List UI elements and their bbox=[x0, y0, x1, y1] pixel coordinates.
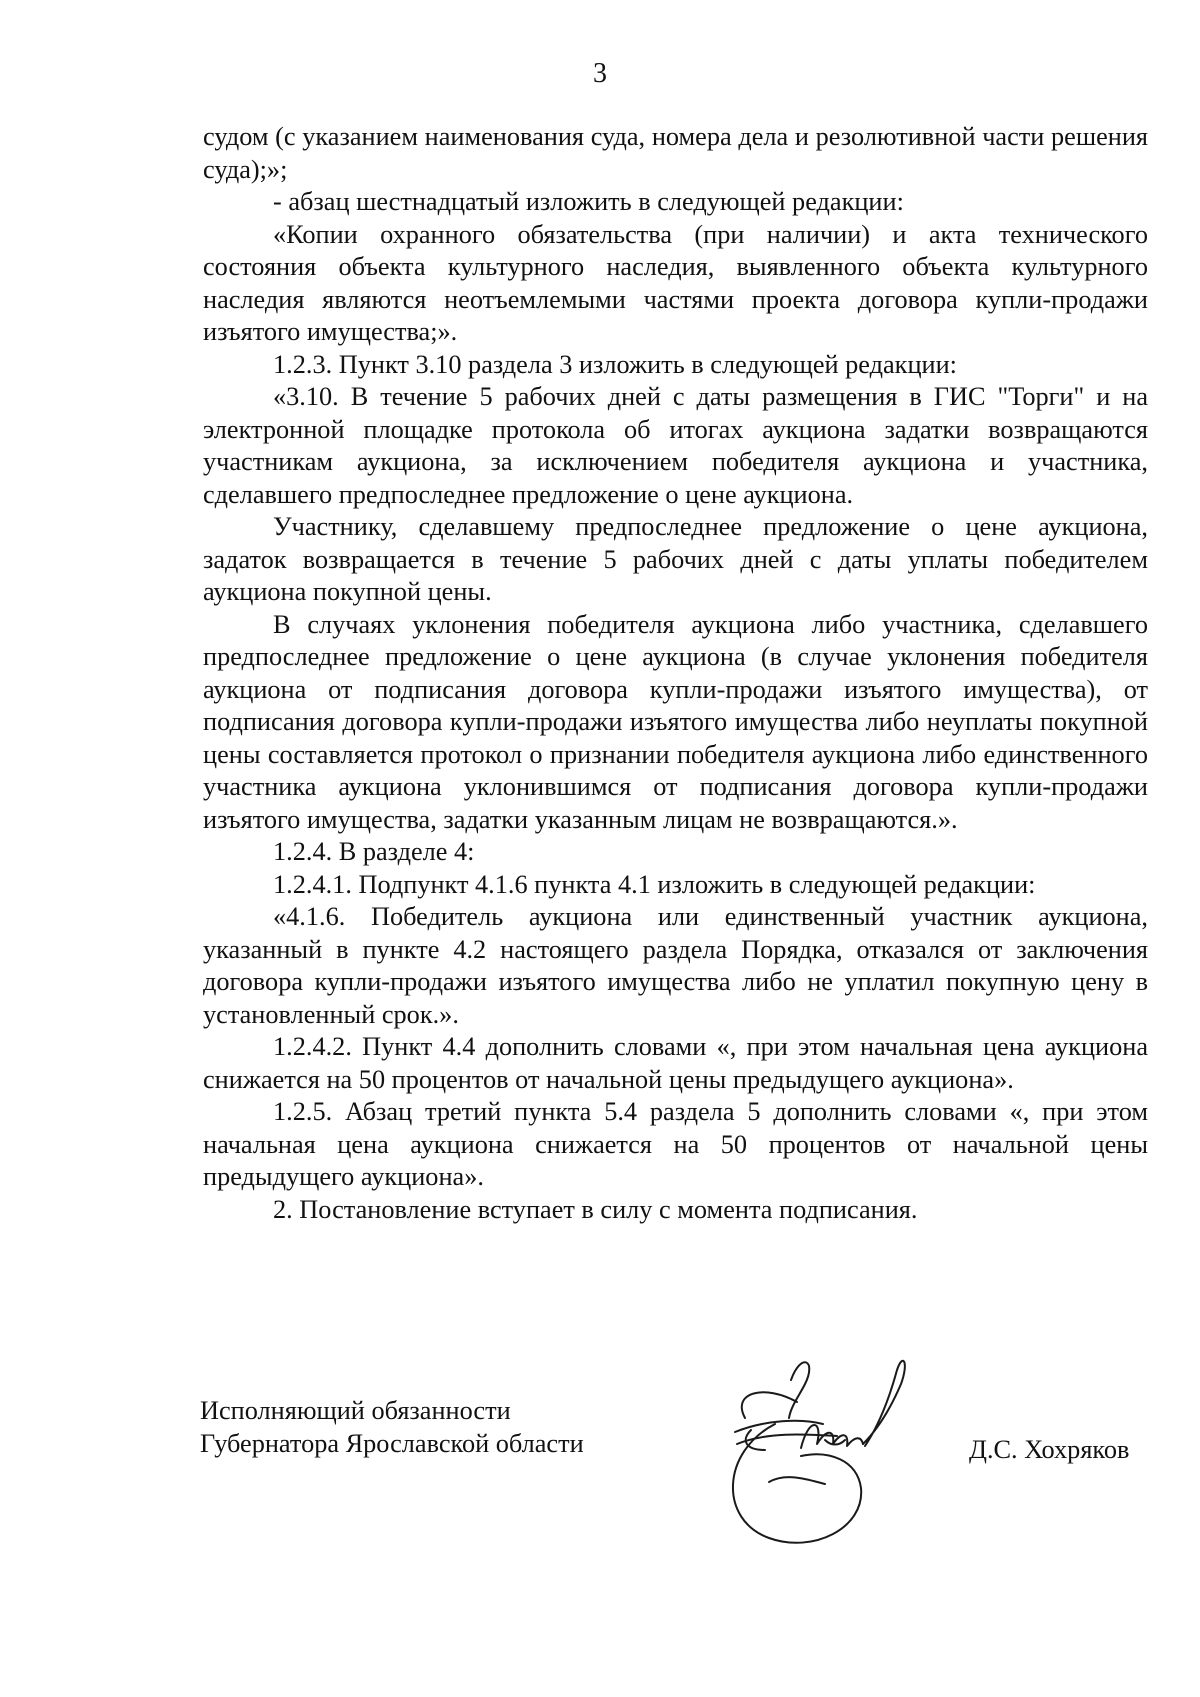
paragraph-9: 1.2.4.1. Подпункт 4.1.6 пункта 4.1 изложить в следующей редакции: bbox=[273, 869, 1036, 899]
signatory-title bbox=[200, 1394, 720, 1460]
signature-block bbox=[0, 1394, 1200, 1574]
paragraph-10: «4.1.6. Победитель аукциона или единственный участник аукциона, указанный в пункте 4.2 настоящего раздела Порядка, отказался от заключения договора купли-продажи изъятого имущества либо не уплатил покупную цену в установленный срок.». bbox=[203, 902, 1148, 1029]
paragraph-5: «3.10. В течение 5 рабочих дней с даты размещения в ГИС "Торги" и на электронной площадке протокола об итогах аукциона задатки возвращаются участникам аукциона, за исключением победителя аукциона и участника, сделавшего предпоследнее предложение о цене аукциона. bbox=[203, 382, 1148, 509]
signatory-name: Д.С. Хохряков bbox=[969, 1435, 1130, 1464]
paragraph-13: 2. Постановление вступает в силу с момента подписания. bbox=[273, 1194, 918, 1224]
page-number: 3 bbox=[593, 58, 607, 89]
paragraph-7: В случаях уклонения победителя аукциона либо участника, сделавшего предпоследнее предложение о цене аукциона (в случае уклонения победителя аукциона от подписания договора купли-продажи изъятого имущества), от подписания договора купли-продажи изъятого имущества либо неуплаты покупной цены составляется протокол о признании победителя аукциона либо единственного участника аукциона уклонившимся от подписания договора купли-продажи изъятого имущества, задатки указанным лицам не возвращаются.». bbox=[203, 609, 1148, 834]
handwritten-signature bbox=[705, 1332, 945, 1562]
paragraph-12: 1.2.5. Абзац третий пункта 5.4 раздела 5 дополнить словами «, при этом начальная цена аукциона снижается на 50 процентов от начальной цены предыдущего аукциона». bbox=[203, 1097, 1148, 1191]
paragraph-8: 1.2.4. В разделе 4: bbox=[273, 837, 475, 866]
paragraph-6: Участнику, сделавшему предпоследнее предложение о цене аукциона, задаток возвращается в течение 5 рабочих дней с даты уплаты победителем аукциона покупной цены. bbox=[203, 512, 1148, 606]
paragraph-2: - абзац шестнадцатый изложить в следующей редакции: bbox=[273, 187, 904, 216]
paragraph-4: 1.2.3. Пункт 3.10 раздела 3 изложить в следующей редакции: bbox=[273, 349, 957, 379]
paragraph-11: 1.2.4.2. Пункт 4.4 дополнить словами «, при этом начальная цена аукциона снижается на 50 процентов от начальной цены предыдущего аукциона». bbox=[203, 1032, 1148, 1094]
signatory-title-line-2: Губернатора Ярославской области bbox=[200, 1429, 584, 1458]
signatory-title-line-1: Исполняющий обязанности bbox=[200, 1396, 511, 1425]
paragraph-3: «Копии охранного обязательства (при наличии) и акта технического состояния объекта культурного наследия, выявленного объекта культурного наследия являются неотъемлемыми частями проекта договора купли-продажи изъятого имущества;». bbox=[203, 219, 1148, 346]
document-body bbox=[203, 121, 1148, 1226]
paragraph-1: судом (с указанием наименования суда, номера дела и резолютивной части решения суда);»; bbox=[203, 122, 1148, 184]
